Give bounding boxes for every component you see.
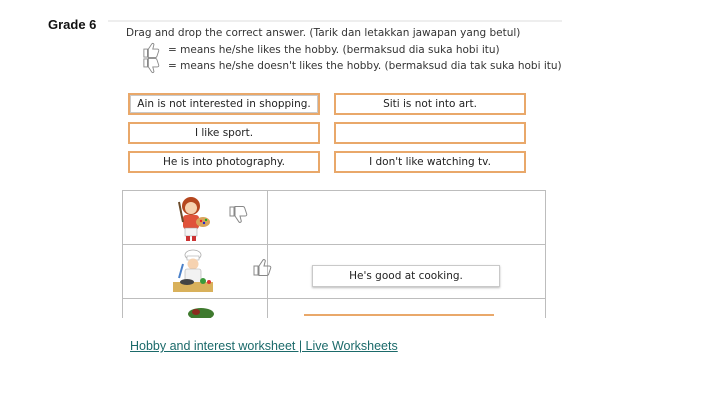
thumbs-up-icon bbox=[142, 42, 160, 58]
thumbs-up-icon bbox=[252, 258, 272, 276]
answer-card-label: Ain is not interested in shopping. bbox=[130, 95, 317, 113]
legend-like bbox=[142, 42, 500, 58]
worksheet-image bbox=[108, 20, 562, 318]
answer-card[interactable] bbox=[334, 93, 526, 115]
answer-card[interactable] bbox=[128, 151, 320, 173]
divider bbox=[122, 190, 546, 191]
answer-card[interactable] bbox=[312, 265, 500, 287]
answer-card[interactable] bbox=[304, 314, 494, 318]
answer-card[interactable] bbox=[128, 122, 320, 144]
divider bbox=[108, 20, 562, 22]
answer-card-label: Siti is not into art. bbox=[383, 98, 477, 110]
divider bbox=[122, 190, 123, 318]
worksheet-link[interactable]: Hobby and interest worksheet | Live Worksheets bbox=[130, 339, 398, 353]
divider bbox=[122, 244, 546, 245]
legend-dislike bbox=[142, 58, 562, 74]
empty-answer-slot[interactable] bbox=[334, 122, 526, 144]
instruction-text: Drag and drop the correct answer. (Tarik dan letakkan jawapan yang betul) bbox=[126, 27, 521, 39]
legend-like-text: = means he/she likes the hobby. (bermaksud dia suka hobi itu) bbox=[168, 44, 500, 56]
child-gardener-illustration bbox=[186, 306, 216, 318]
thumbs-down-icon bbox=[142, 58, 160, 74]
answer-drop-zone[interactable] bbox=[282, 206, 512, 226]
girl-painter-illustration bbox=[167, 194, 215, 242]
divider bbox=[545, 190, 546, 318]
answer-card-label: I like sport. bbox=[194, 127, 254, 139]
answer-card[interactable] bbox=[334, 151, 526, 173]
boy-chef-illustration bbox=[167, 248, 219, 296]
answer-card-label: He is into photography. bbox=[163, 156, 285, 168]
answer-card-label: I don't like watching tv. bbox=[369, 156, 491, 168]
legend-dislike-text: = means he/she doesn't likes the hobby. (bermaksud dia tak suka hobi itu) bbox=[168, 60, 562, 72]
thumbs-down-icon bbox=[228, 206, 248, 224]
grade-label: Grade 6 bbox=[48, 17, 97, 32]
answer-card[interactable] bbox=[128, 93, 320, 115]
divider bbox=[122, 298, 546, 299]
divider bbox=[267, 190, 268, 318]
answer-card-label: He's good at cooking. bbox=[349, 270, 463, 282]
